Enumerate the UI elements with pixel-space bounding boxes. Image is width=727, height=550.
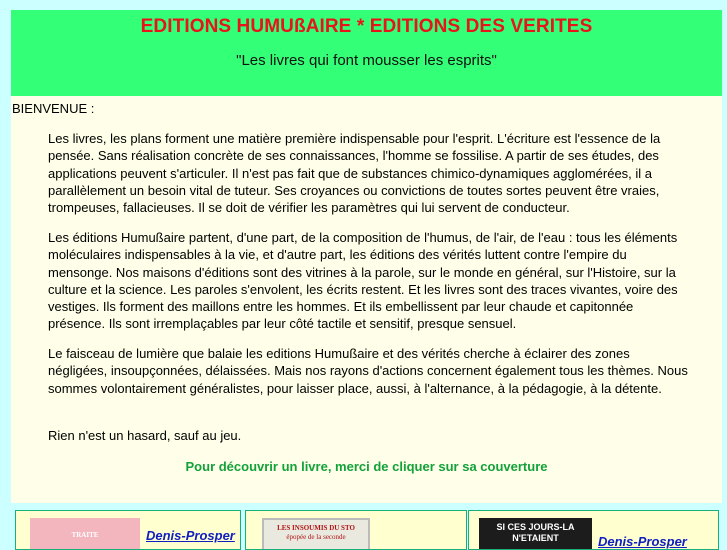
book-card-3 (468, 510, 719, 550)
intro-paragraph-4: Rien n'est un hasard, sauf au jeu. (48, 428, 242, 443)
book-cover-1-title: TRAITE (71, 531, 99, 539)
site-header (11, 10, 722, 96)
intro-paragraph-1: Les livres, les plans forment une matière première indispensable pour l'esprit. L'écriture est l'essence de la pensée. Sans réalisation concrète de ses connaissances, l'homme se fossilise. A partir de ses études, des applications peuvent s'articuler. Il n'est pas fait que de substances chimico-dynamiques agglomérées, il a parallèlement un besoin vital de tuteur. Ses croyances ou convictions de toutes sortes peuvent être vraies, trompeuses, fallacieuses. Il se doit de vérifier les paramètres qui lui servent de conducteur. (48, 131, 661, 216)
book-cover-3-title-line2: N'ETAIENT (512, 533, 559, 543)
browse-instruction: Pour découvrir un livre, merci de cliquer sur sa couverture (185, 459, 548, 474)
welcome-section (11, 96, 722, 503)
book-cover-3-title-line1: SI CES JOURS-LA (496, 522, 575, 532)
site-tagline: "Les livres qui font mousser les esprits" (236, 52, 497, 69)
book-cover-3[interactable] (479, 518, 592, 550)
book-author-link-3[interactable]: Denis-Prosper (598, 534, 687, 549)
intro-paragraph-3: Le faisceau de lumière que balaie les editions Humußaire et des vérités cherche à éclairer des zones négligées, insoupçonnées, délaissées. Mais nos rayons d'actions concernent également tous les thèmes. Nous sommes volontairement généralistes, pour laisser place, aussi, à l'alternance, à la pédagogie, à la détente. (48, 346, 688, 396)
book-card-2 (245, 510, 467, 550)
site-title: EDITIONS HUMUßAIRE * EDITIONS DES VERITES (140, 16, 593, 37)
book-cover-2-subtitle: épopée de la seconde (286, 533, 346, 541)
book-gallery (15, 510, 719, 550)
book-cover-2-title: LES INSOUMIS DU STO (277, 524, 355, 532)
book-cover-1[interactable] (30, 518, 140, 550)
intro-paragraph-2: Les éditions Humußaire partent, d'une part, de la composition de l'humus, de l'air, de l'eau : tous les éléments moléculaires indispensables à la vie, et d'autre part, les éditions des vérités luttent contre l'empire du mensonge. Nos maisons d'éditions sont des vitrines à la parole, sur le monde en général, sur l'Histoire, sur la culture et la science. Les paroles s'envolent, les écrits restent. Et les livres sont des traces vivantes, voire des vestiges. Ils forment des maillons entre les hommes. Et ils embellissent par leur chaude et capitonnée présence. Ils sont irremplaçables par leur côté tactile et sensitif, presque sensuel. (48, 230, 678, 332)
book-author-link-1[interactable]: Denis-Prosper (146, 528, 235, 543)
book-card-1 (15, 510, 241, 550)
book-cover-2[interactable] (262, 518, 370, 550)
welcome-heading: BIENVENUE : (12, 101, 95, 116)
